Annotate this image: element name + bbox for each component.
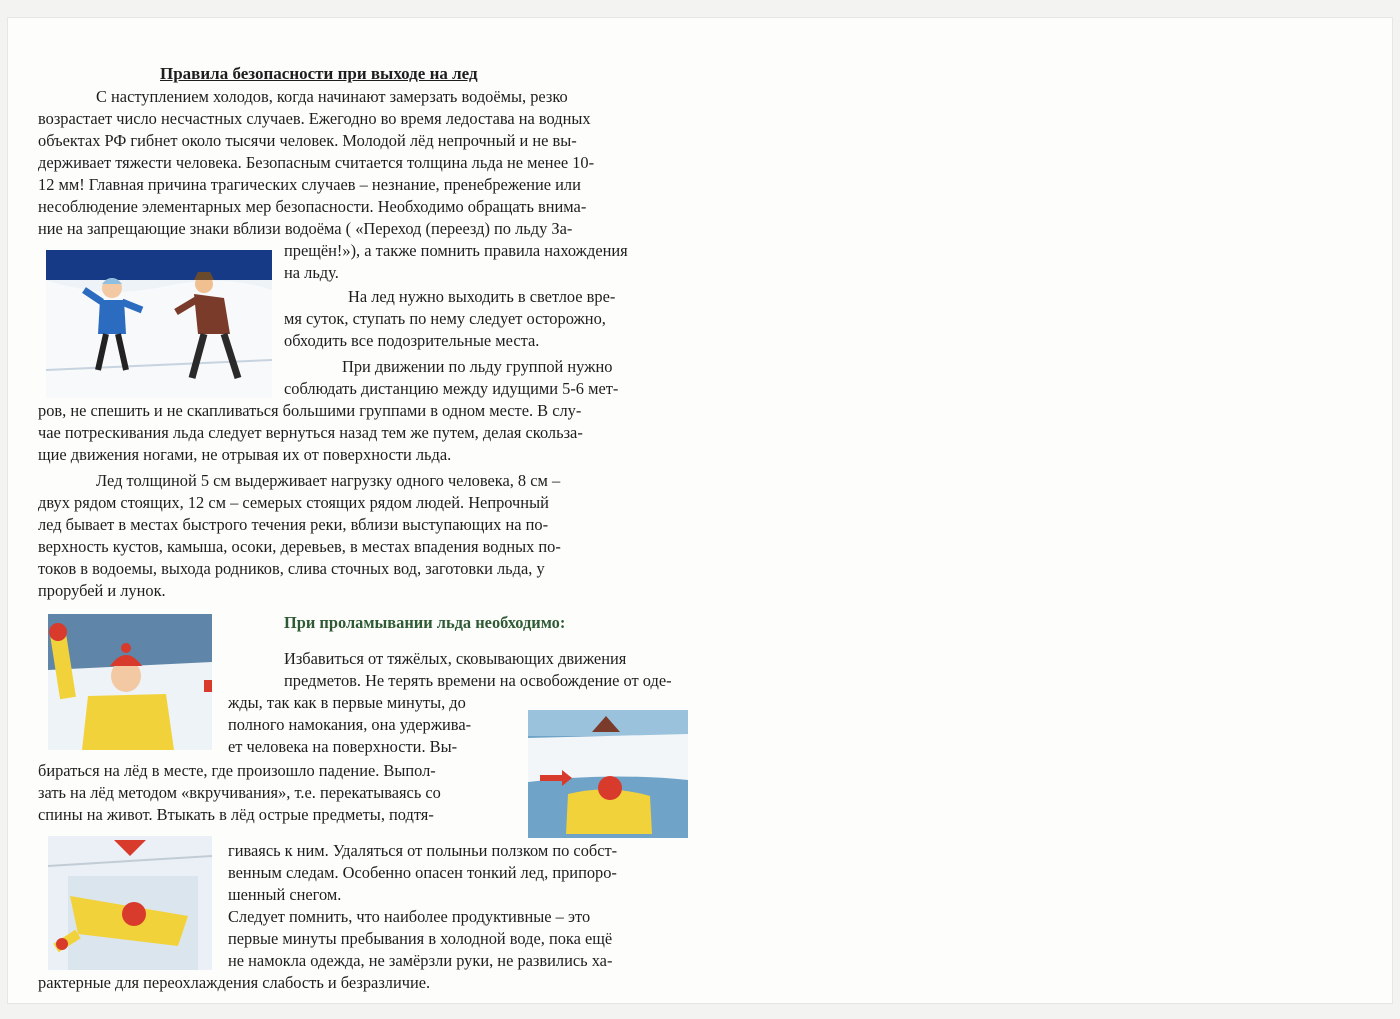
- intro-line: 12 мм! Главная причина трагических случаев – незнание, пренебрежение или: [38, 175, 581, 194]
- body-line: лед бывает в местах быстрого течения реки, вблизи выступающих на по-: [38, 515, 549, 534]
- side-line: На лед нужно выходить в светлое вре-: [348, 287, 616, 306]
- left-subtitle: При проламывании льда необходимо:: [284, 613, 566, 632]
- side-line: на льду.: [284, 263, 339, 282]
- body-line: щие движения ногами, не отрывая их от поверхности льда.: [38, 445, 452, 464]
- break-line: гиваясь к ним. Удаляться от полыньи ползком по собст-: [228, 841, 618, 860]
- break-line: бираться на лёд в месте, где произошло падение. Выпол-: [38, 761, 436, 780]
- intro-line: несоблюдение элементарных мер безопасности. Необходимо обращать внима-: [38, 197, 587, 216]
- person-in-water-illustration: [48, 614, 212, 750]
- break-line: шенный снегом.: [228, 885, 342, 904]
- body-line: прорубей и лунок.: [38, 581, 166, 600]
- body-line: Лед толщиной 5 см выдерживает нагрузку одного человека, 8 см –: [96, 471, 561, 490]
- intro-line: ние на запрещающие знаки вблизи водоёма ( «Переход (переезд) по льду За-: [38, 219, 573, 238]
- break-line: зать на лёд методом «вкручивания», т.е. перекатываясь со: [38, 783, 441, 802]
- left-title: Правила безопасности при выходе на лед: [160, 64, 478, 83]
- intro-line: возрастает число несчастных случаев. Ежегодно во время ледостава на водных: [38, 109, 591, 128]
- side-line: мя суток, ступать по нему следует осторожно,: [284, 309, 606, 328]
- intro-line: С наступлением холодов, когда начинают замерзать водоёмы, резко: [96, 87, 568, 106]
- break-line: ет человека на поверхности. Вы-: [228, 737, 458, 756]
- break-line: Следует помнить, что наиболее продуктивные – это: [228, 907, 591, 926]
- intro-line: держивает тяжести человека. Безопасным считается толщина льда не менее 10-: [38, 153, 595, 172]
- break-line: венным следам. Особенно опасен тонкий лед, припоро-: [228, 863, 617, 882]
- break-line: предметов. Не терять времени на освобождение от оде-: [284, 671, 672, 690]
- body-line: двух рядом стоящих, 12 см – семерых стоящих рядом людей. Непрочный: [38, 493, 549, 512]
- kids-on-ice-illustration: [46, 250, 272, 398]
- break-line: спины на живот. Втыкать в лёд острые предметы, подтя-: [38, 805, 434, 824]
- side-line: соблюдать дистанцию между идущими 5-6 мет-: [284, 379, 619, 398]
- intro-line: объектах РФ гибнет около тысячи человек. Молодой лёд непрочный и не вы-: [38, 131, 577, 150]
- side-line: При движении по льду группой нужно: [342, 357, 613, 376]
- body-line: чае потрескивания льда следует вернуться назад тем же путем, делая скольза-: [38, 423, 583, 442]
- break-line: Избавиться от тяжёлых, сковывающих движения: [284, 649, 627, 668]
- body-line: токов в водоемы, выхода родников, слива сточных вод, заготовки льда, у: [38, 559, 545, 578]
- swimmer-hole-illustration: [528, 710, 688, 838]
- break-line: не намокла одежда, не замёрзли руки, не развились ха-: [228, 951, 613, 970]
- side-line: прещён!»), а также помнить правила нахождения: [284, 241, 628, 260]
- side-line: обходить все подозрительные места.: [284, 331, 540, 350]
- break-line: рактерные для переохлаждения слабость и безразличие.: [38, 973, 431, 992]
- rolling-on-ice-illustration: [48, 836, 212, 970]
- body-line: верхность кустов, камыша, осоки, деревьев, в местах впадения водных по-: [38, 537, 561, 556]
- break-line: жды, так как в первые минуты, до: [228, 693, 466, 712]
- break-line: полного намокания, она удержива-: [228, 715, 472, 734]
- body-line: ров, не спешить и не скапливаться большими группами в одном месте. В слу-: [38, 401, 582, 420]
- break-line: первые минуты пребывания в холодной воде, пока ещё: [228, 929, 613, 948]
